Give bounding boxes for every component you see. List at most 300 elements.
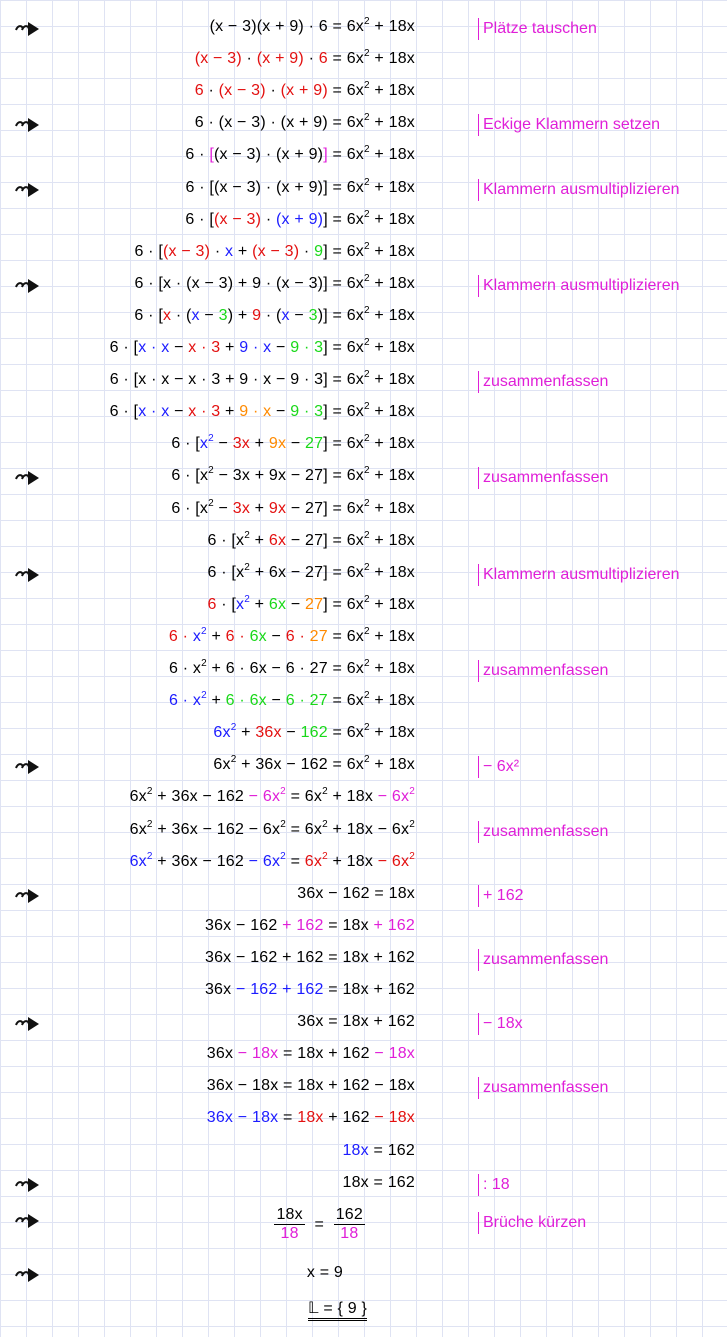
equation-term: +: [220, 403, 240, 421]
equation-term: 36x: [204, 981, 236, 998]
equation: [168, 625, 415, 646]
pointer-arrow-icon[interactable]: [14, 888, 40, 904]
equation: [195, 50, 415, 68]
equation-term: −: [286, 435, 306, 453]
equation-step-row: [0, 558, 727, 590]
equation-term: + 18x: [369, 403, 415, 421]
equation-step-row: [0, 750, 727, 782]
equation-step-row: [0, 718, 727, 750]
equation-step-row: [0, 782, 727, 814]
equation-term: 2: [364, 208, 370, 220]
equation-step-row: [0, 975, 727, 1007]
equation-term: 2: [201, 690, 207, 702]
equation-term: + 18x: [369, 146, 415, 164]
equation-term: 2: [230, 722, 237, 734]
equation-term: 3x: [232, 435, 251, 453]
equation-term: (x + 9): [280, 82, 328, 100]
equation-term: (x + 9): [256, 50, 304, 68]
equation-term: = 6x: [327, 146, 364, 164]
equation: [171, 435, 415, 453]
equation-step-row: [0, 301, 727, 333]
equation-term: 2: [280, 818, 286, 830]
equation-step-row: [0, 879, 727, 911]
equation-term: 6 · [: [171, 435, 200, 453]
equation-term: + 18x: [369, 692, 415, 710]
equation-step-row: [0, 108, 727, 140]
equation: [210, 18, 415, 36]
step-note: : 18: [478, 1174, 510, 1196]
equation-term: 2: [322, 818, 328, 830]
equation-step-row: [0, 590, 727, 622]
equation-term: ] = 6x: [323, 435, 364, 453]
equation-term: 6: [207, 595, 217, 613]
equation-term: = 6x: [327, 692, 364, 710]
equation: [185, 176, 415, 197]
equation-term: ] = 6x: [323, 210, 364, 228]
equation-term: ·: [203, 82, 219, 100]
equation-step-row: [0, 494, 727, 526]
equation-term: 162: [300, 724, 328, 742]
equation-term: ·: [241, 50, 257, 68]
equation-term: = 6x: [327, 724, 364, 742]
equation-term: ) +: [227, 306, 253, 324]
equation-term: −: [199, 306, 219, 324]
equation-step-row: [0, 173, 727, 205]
equation-term: x: [281, 306, 290, 324]
equation: [134, 304, 415, 325]
equation-step-row: [0, 526, 727, 558]
equation-term: 3: [308, 306, 318, 324]
pointer-arrow-icon[interactable]: [14, 1016, 40, 1032]
equation-term: +: [206, 627, 226, 645]
equation-term: 36x − 18x = 18x + 162 − 18x: [206, 1077, 415, 1095]
solution-set: [308, 1298, 367, 1318]
equation-step-row: [0, 365, 727, 397]
equation-term: 6 ·: [225, 627, 250, 645]
equation-term: + 162: [282, 916, 324, 934]
equation-term: ·: [299, 242, 315, 260]
equation-term: 2: [146, 786, 153, 798]
equation-term: 2: [364, 272, 370, 284]
equation-term: (x − 3): [218, 82, 266, 100]
equation-term: 6 · [: [109, 339, 139, 356]
equation-term: − 6x: [248, 788, 281, 806]
equation-term: 3: [218, 306, 228, 324]
equation-term: =: [285, 852, 305, 870]
equals-sign: =: [314, 1215, 325, 1233]
equation-term: + 18x: [327, 788, 378, 806]
equation-term: x: [199, 435, 209, 453]
step-note: Plätze tauschen: [478, 18, 597, 40]
equation-term: 2: [364, 593, 370, 605]
equation-step-row: [0, 911, 727, 943]
equation-term: −: [281, 724, 301, 742]
equation-term: 6 ·: [168, 627, 193, 645]
equation-term: )] = 6x: [317, 306, 364, 324]
equation-term: 2: [364, 240, 370, 252]
left-denominator: 18: [280, 1225, 299, 1242]
equation-term: 2: [364, 625, 370, 637]
equation: [207, 561, 415, 582]
equation-term: 2: [364, 369, 370, 381]
result-equation: x = 9: [306, 1264, 343, 1281]
equation-term: +: [250, 499, 269, 517]
step-note: zusammenfassen: [478, 1077, 608, 1099]
equation-term: + 18x: [369, 595, 415, 613]
equation-term: 2: [364, 433, 370, 445]
equation-term: 2: [201, 625, 207, 637]
equation-term: x · x: [138, 339, 170, 356]
equation-term: 6 · [x · x − x · 3 + 9 · x − 9 · 3] = 6x: [109, 371, 364, 389]
equation-step-row: [0, 140, 727, 172]
equation-term: = 6x: [285, 820, 323, 838]
equation: [207, 1045, 415, 1063]
equation: [110, 403, 415, 421]
equation-term: 6: [318, 50, 328, 68]
step-note: − 18x: [478, 1013, 523, 1035]
equation-term: 9 · 3: [290, 403, 324, 421]
equation-term: 2: [364, 690, 370, 702]
equation-term: + 18x: [369, 563, 415, 581]
equation-term: 2: [208, 433, 214, 445]
equation-term: + 18x: [369, 242, 415, 260]
equation-term: 6x: [129, 820, 147, 838]
equation-term: x · x: [138, 403, 170, 421]
equation-term: +: [206, 692, 226, 710]
equation-term: (x − 3): [194, 50, 242, 68]
equation-term: ] = 6x: [323, 595, 364, 613]
equation-term: x: [191, 306, 200, 324]
equation-term: − 18x: [374, 1109, 415, 1127]
equation-term: · [: [216, 595, 237, 613]
equation-term: 2: [364, 337, 370, 348]
right-denominator: 18: [340, 1225, 359, 1242]
equation-term: x: [192, 627, 202, 645]
equation-term: 2: [364, 304, 370, 316]
equation-term: + 36x − 162: [152, 852, 249, 870]
equation: [342, 1142, 415, 1160]
equation-term: +: [236, 724, 256, 742]
step-note: Eckige Klammern setzen: [478, 114, 660, 136]
equation-step-row: [0, 1103, 727, 1135]
equation-term: (x − 3): [213, 210, 262, 228]
equation-term: 9 · x: [239, 403, 272, 421]
equation-term: 27: [305, 595, 324, 613]
equation-term: 36x − 18x: [206, 1109, 279, 1127]
equation-term: 6 · [x: [171, 467, 209, 485]
pointer-arrow-icon[interactable]: [14, 278, 40, 294]
equation-term: + 18x: [369, 435, 415, 453]
equation-term: [: [209, 146, 214, 164]
equation-term: + 18x: [327, 852, 378, 870]
equation-term: 6 · [x · (x − 3) + 9 · (x − 3)] = 6x: [134, 274, 364, 292]
equation-step-row: [0, 686, 727, 718]
equation-term: +: [250, 435, 269, 453]
equation-step-row: [0, 429, 727, 461]
equation-term: = 162: [368, 1141, 415, 1159]
equation-term: +: [250, 595, 269, 613]
equation-term: = 6x: [327, 82, 364, 100]
equation-term: x: [162, 306, 172, 324]
equation-term: 6 · [x: [171, 499, 209, 517]
pointer-arrow-icon[interactable]: [14, 21, 40, 37]
equation-term: − 162 + 162: [236, 981, 324, 998]
equation-term: 2: [364, 722, 370, 734]
equation-term: 6 · 6x: [225, 692, 267, 710]
equation-term: ·: [265, 82, 281, 100]
equation-term: + 18x: [369, 210, 415, 228]
equation-step-row: [0, 654, 727, 686]
equation-term: −: [289, 306, 309, 324]
equation: [207, 593, 415, 614]
equation: [171, 497, 415, 518]
equation-term: −: [266, 692, 286, 710]
equation-term: 18x: [297, 1109, 324, 1127]
equation-term: + 6 · 6x − 6 · 27 = 6x: [206, 660, 364, 677]
equation-term: + 36x − 162: [152, 788, 249, 806]
pointer-arrow-icon[interactable]: [14, 470, 40, 486]
fraction-step-row: [0, 1204, 727, 1256]
pointer-arrow-icon[interactable]: [14, 1213, 40, 1229]
equation-term: · (: [171, 306, 192, 324]
equation-term: − 6x: [248, 852, 281, 870]
step-note: zusammenfassen: [478, 371, 608, 393]
equation-term: 6x: [129, 788, 147, 806]
equation: [342, 1174, 415, 1192]
equation-term: (x − 3) · (x + 9): [214, 146, 324, 164]
equation: [129, 850, 415, 871]
equation-step-row: [0, 397, 727, 429]
equation-step-row: [0, 1007, 727, 1039]
equation-term: +: [250, 531, 269, 549]
equation-term: 9x: [268, 499, 287, 517]
equation-term: − 27] = 6x: [286, 531, 364, 549]
equation-term: = 18x + 162: [323, 981, 415, 998]
equation-term: ]: [323, 146, 328, 164]
equation-term: 2: [146, 818, 153, 830]
equation-term: 36x − 162 = 18x: [297, 884, 415, 902]
equation-term: − 6x: [377, 788, 410, 806]
equation-term: − 27] = 6x: [286, 499, 364, 517]
equation-term: + 18x: [369, 467, 415, 485]
step-note: Klammern ausmultiplizieren: [478, 179, 680, 201]
equation-term: 2: [244, 529, 251, 541]
equation: [213, 724, 415, 742]
equation-step-row: [0, 12, 727, 44]
equation-term: 2: [244, 593, 251, 605]
equation-step-row: [0, 44, 727, 76]
equation: [205, 917, 415, 935]
equation-term: 2: [364, 529, 370, 541]
equation: [205, 981, 415, 999]
equation-term: + 18x: [369, 274, 415, 292]
equation-term: 9: [252, 306, 262, 324]
equation-term: +: [220, 339, 240, 356]
equation-term: −: [169, 403, 189, 421]
equation-term: 2: [364, 754, 370, 766]
equation-term: 36x = 18x + 162: [297, 1013, 415, 1031]
equation-term: ·: [261, 210, 277, 228]
equation-term: 2: [364, 658, 370, 669]
equation-step-row: [0, 461, 727, 493]
equation-term: + 18x: [369, 627, 415, 645]
equation-term: 2: [364, 401, 370, 413]
equation-step-row: [0, 943, 727, 975]
pointer-arrow-icon[interactable]: [14, 1267, 40, 1283]
equation-term: 6 · x: [168, 692, 202, 710]
equation-term: ·: [210, 242, 226, 260]
equation: [134, 272, 416, 293]
equation-term: = 18x: [323, 916, 374, 934]
equation-term: 6 · [(x − 3) · (x + 9)] = 6x: [185, 178, 364, 196]
equation-term: −: [266, 627, 286, 645]
equation-term: 2: [364, 48, 370, 60]
equation: [110, 339, 415, 357]
equation-term: x: [236, 595, 245, 613]
equation-term: 3x: [232, 499, 251, 517]
equation-term: 27: [305, 435, 324, 453]
equation: [169, 692, 415, 710]
equation-term: 2: [244, 561, 251, 573]
equation-term: −: [213, 499, 233, 517]
equation-term: 6x: [304, 852, 323, 870]
equation-term: 6 · [x: [207, 563, 245, 581]
equation-term: x: [225, 242, 234, 260]
equation-term: 36x − 162: [204, 916, 283, 934]
equation-term: 6x: [268, 595, 287, 613]
equation-term: + 18x: [369, 531, 415, 549]
equation: [297, 1013, 415, 1031]
step-note: Brüche kürzen: [478, 1212, 586, 1234]
equation-term: − 18x: [374, 1045, 415, 1063]
equation-term: − 18x: [237, 1045, 279, 1063]
equation-step-row: [0, 1039, 727, 1071]
equation-term: 2: [364, 112, 370, 124]
equation: [207, 529, 416, 550]
equation-term: 2: [146, 850, 153, 862]
equation: [195, 114, 415, 132]
equation-term: + 18x: [369, 306, 415, 324]
equation-term: (x − 3): [252, 242, 300, 260]
equation-step-row: [0, 1071, 727, 1103]
equation: [297, 885, 415, 903]
equation-term: 2: [364, 497, 370, 509]
fraction-equation: [272, 1206, 367, 1243]
equation-term: x · 3: [188, 403, 221, 421]
equation-term: (x − 3)(x + 9) · 6 = 6x: [209, 18, 364, 35]
equation-term: x · 3: [188, 339, 221, 356]
result-row: [0, 1258, 727, 1290]
equation-step-row: [0, 237, 727, 269]
equation-term: 36x: [206, 1045, 238, 1063]
step-note: zusammenfassen: [478, 660, 608, 682]
equation: [195, 82, 415, 100]
equation-term: 18x = 162: [342, 1173, 415, 1191]
equation: [169, 660, 415, 678]
solution-set-row: [0, 1292, 727, 1324]
equation-step-row: [0, 815, 727, 847]
equation-step-row: [0, 847, 727, 879]
equation-term: 6x: [268, 531, 287, 549]
equation-term: + 18x: [369, 178, 415, 196]
pointer-arrow-icon[interactable]: [14, 182, 40, 198]
step-note: − 6x²: [478, 756, 519, 778]
equation-term: + 162: [373, 916, 415, 934]
equation-term: + 18x: [369, 339, 415, 356]
equation-term: 6 · [x: [207, 531, 245, 549]
equation: [207, 1077, 415, 1095]
equation-term: 2: [364, 561, 370, 573]
equation-term: (x − 3): [163, 242, 211, 260]
equation-term: = 6x: [285, 788, 323, 806]
left-numerator: 18x: [276, 1206, 303, 1223]
equation-term: 9 · x: [239, 339, 272, 356]
equation-step-row: [0, 1136, 727, 1168]
equation-term: 6 · [: [109, 403, 139, 421]
left-fraction: [274, 1206, 304, 1243]
equation-term: 6 · (x − 3) · (x + 9) = 6x: [194, 114, 364, 132]
step-note: zusammenfassen: [478, 949, 608, 971]
equation-term: 6 ·: [185, 146, 210, 164]
right-numerator: 162: [335, 1206, 363, 1223]
equation-term: 6x: [249, 627, 267, 645]
equation-term: + 162: [323, 1109, 375, 1127]
equation-term: +: [233, 242, 253, 260]
equation-term: 6 · [: [185, 210, 214, 228]
equation-term: 2: [364, 176, 370, 188]
pointer-arrow-icon[interactable]: [14, 117, 40, 133]
equation-term: −: [169, 339, 189, 356]
equation-term: ] = 6x: [323, 403, 364, 421]
equation-term: 9: [314, 242, 324, 260]
equation-term: ] = 6x: [323, 339, 364, 356]
equation-term: + 18x: [369, 660, 415, 677]
equation-term: 18x: [342, 1141, 369, 1159]
equation-term: 2: [322, 850, 328, 862]
equation-term: − 6x: [377, 852, 410, 870]
step-note: zusammenfassen: [478, 467, 608, 489]
equation-term: + 18x: [369, 756, 415, 774]
equation-term: + 18x: [369, 371, 415, 389]
equation-term: 6x: [213, 724, 231, 742]
equation-term: 2: [208, 465, 214, 477]
equation-term: + 18x: [369, 499, 415, 517]
equation-term: 2: [280, 786, 286, 798]
equation: [134, 240, 415, 261]
equation-term: + 18x: [369, 50, 415, 68]
equation: [213, 756, 415, 774]
pointer-arrow-icon[interactable]: [14, 759, 40, 775]
equation-term: −: [271, 339, 291, 356]
equation-term: + 36x − 162 − 6x: [152, 820, 281, 838]
equation-term: 9x: [268, 435, 287, 453]
equation-term: 36x: [255, 724, 282, 742]
equation-term: 6 · x: [168, 660, 202, 677]
step-note: Klammern ausmultiplizieren: [478, 275, 680, 297]
equation-term: = 6x: [327, 627, 364, 645]
equation-term: 36x − 162 + 162 = 18x + 162: [204, 948, 415, 966]
solution-set-text: 𝕃 = { 9 }: [308, 1300, 367, 1321]
pointer-arrow-icon[interactable]: [14, 567, 40, 583]
equation-term: + 6x − 27] = 6x: [250, 563, 364, 581]
equation: [185, 208, 415, 229]
pointer-arrow-icon[interactable]: [14, 1177, 40, 1193]
equation-step-row: [0, 333, 727, 365]
equation-term: + 18x: [369, 114, 415, 132]
equation-step-row: [0, 1168, 727, 1200]
equation-term: ·: [303, 50, 319, 68]
equation-term: 9 · 3: [290, 339, 324, 356]
